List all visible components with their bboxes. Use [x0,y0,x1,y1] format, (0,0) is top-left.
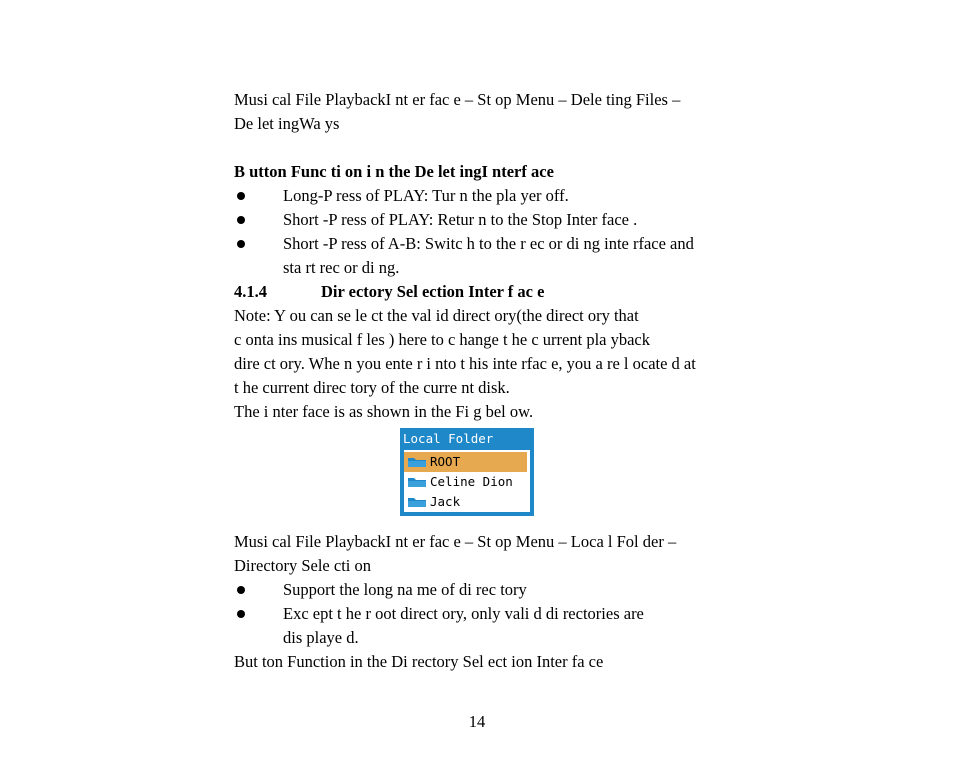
local-folder-title: Local Folder [403,431,494,446]
section-title: Dir ectory Sel ection Inter f ac e [321,282,545,301]
bullet-icon [237,240,245,248]
document-body [234,88,734,674]
footer-line: But ton Function in the Di rectory Sel ect ion Inter fa ce [234,652,604,671]
list-item-continuation [234,256,734,280]
bullet-text: Exc ept t he r oot direct ory, only vali d di rectories are [283,604,644,623]
deleting-heading: B utton Func ti on i n the De let ingI nterf ace [234,162,554,181]
list-item [234,602,734,626]
local-folder-list [404,450,530,512]
bullet-text: Short -P ress of PLAY: Retur n to the Stop Inter face . [283,210,638,229]
folder-item-celine-dion[interactable] [404,472,526,492]
folder-label: Jack [430,494,461,509]
note-line: t he current direc tory of the curre nt disk. [234,378,510,397]
spacer [234,136,734,160]
folder-item-root[interactable] [404,452,527,472]
folder-icon [407,456,427,468]
folder-label: Celine Dion [430,474,513,489]
list-item [234,232,734,256]
folder-icon [407,476,427,488]
bullet-icon [237,610,245,618]
folder-label: ROOT [430,454,461,469]
bullet-text: sta rt rec or di ng. [283,258,400,277]
bullet-text: Support the long na me of di rec tory [283,580,527,599]
folder-item-jack[interactable] [404,492,526,512]
list-item [234,208,734,232]
bullet-text: dis playe d. [283,628,359,647]
breadcrumb-line: Musi cal File PlaybackI nt er fac e – St op Menu – Loca l Fol der – [234,532,677,551]
local-folder-panel [400,428,534,516]
deleting-bullet-list [234,184,734,280]
bullet-icon [237,216,245,224]
section-number: 4.1.4 [234,282,267,301]
bullet-text: Short -P ress of A-B: Switc h to the r ec or di ng inte rface and [283,234,694,253]
breadcrumb-line: Directory Sele cti on [234,556,371,575]
breadcrumb-line: De let ingWa ys [234,114,340,133]
list-item [234,184,734,208]
list-item [234,578,734,602]
figure-caption: The i nter face is as shown in the Fi g bel ow. [234,402,534,421]
note-line: dire ct ory. Whe n you ente r i nto t his inte rfac e, you a re l ocate d at [234,354,696,373]
folder-icon [407,496,427,508]
bullet-icon [237,586,245,594]
note-line: c onta ins musical f les ) here to c hange t he c urrent pla yback [234,330,651,349]
directory-bullet-list [234,578,734,650]
bullet-icon [237,192,245,200]
list-item-continuation [234,626,734,650]
page-number: 14 [468,712,486,731]
figure [234,424,734,530]
section-heading [234,280,734,304]
breadcrumb-line: Musi cal File PlaybackI nt er fac e – St op Menu – Dele ting Files – [234,90,681,109]
bullet-text: Long-P ress of PLAY: Tur n the pla yer off. [283,186,569,205]
note-line: Note: Y ou can se le ct the val id direct ory(the direct ory that [234,306,639,325]
